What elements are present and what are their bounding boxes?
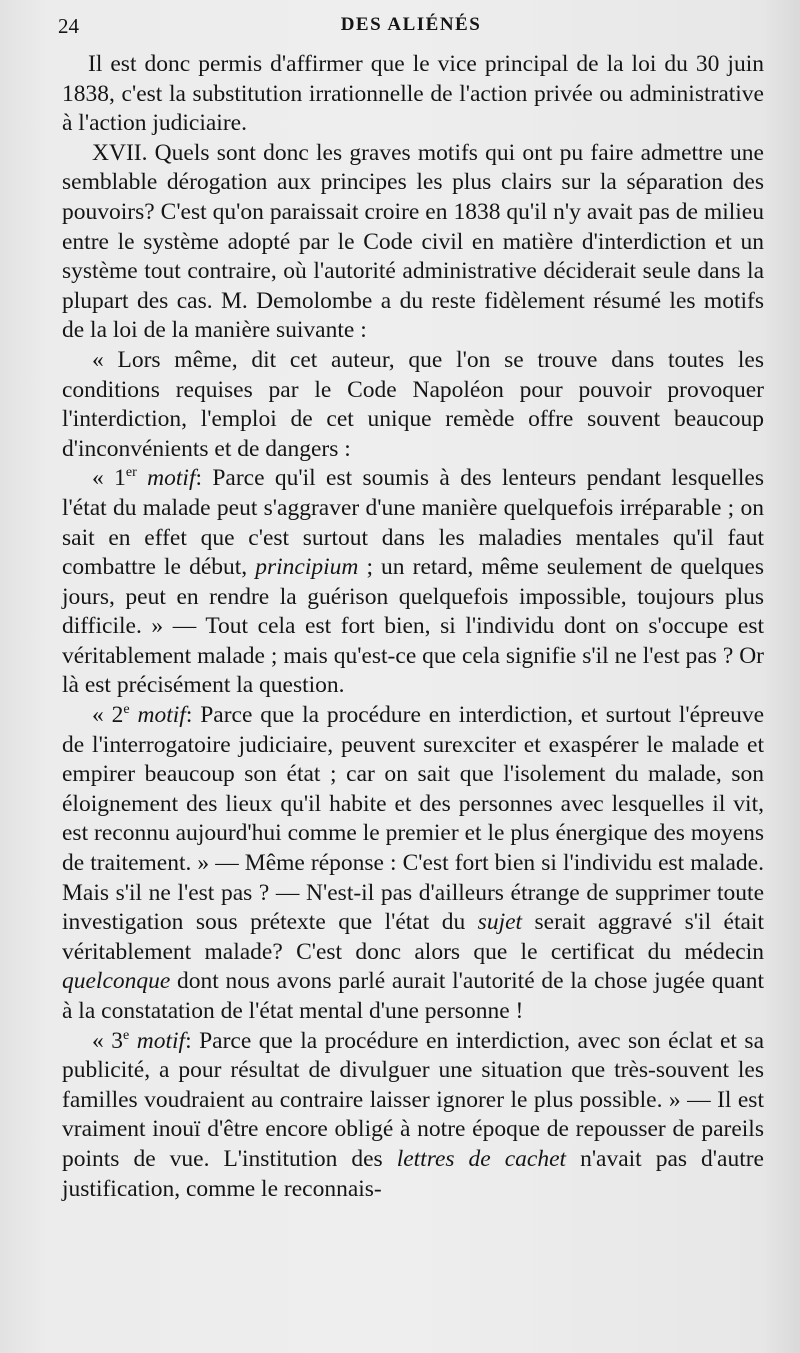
paragraph xyxy=(62,139,764,346)
text-run: « 3 xyxy=(92,1027,123,1054)
page-number: 24 xyxy=(58,14,79,38)
paragraph xyxy=(62,464,764,701)
text-run: « Lors même, dit cet auteur, que l'on se trouve dans toutes les conditions requises par le Code Napoléon pour pouvoir provoquer l'interdiction, l'emploi de cet unique remède offre souvent beaucoup d'inconvénients et de dangers : xyxy=(62,346,764,462)
text-run: Il est donc permis d'affirmer que le vice principal de la loi du 30 juin 1838, c'est la substitution irrationnelle de l'action privée ou administrative à l'action judiciaire. xyxy=(62,51,764,137)
running-head xyxy=(58,14,764,44)
paragraph xyxy=(62,701,764,1027)
text-run: : Parce qu'il est soumis à des lenteurs pendant lesquelles l'état du malade peut s'aggraver d'une manière quelquefois irréparable ; on sait en effet que c'est surtout dans les maladies mentales qu'il faut combattre le début, xyxy=(62,465,765,581)
text-run: « 1 xyxy=(92,465,126,492)
text-run: dont nous avons parlé aurait l'autorité de la chose jugée quant à la constatation de l'état mental d'une personne ! xyxy=(62,968,764,1024)
italic-text: principium xyxy=(255,554,359,581)
paragraph xyxy=(62,50,764,139)
italic-text: motif xyxy=(129,1027,186,1054)
text-run: : Parce que la procédure en interdiction, avec son éclat et sa publicité, a pour résultat de divulguer une situation que très-souvent les familles voudraient au contraire laisser ignorer le plus possible. » — Il est vraiment inouï d'être encore obligé à notre époque de repousser de pareils points de vue. L'institution des xyxy=(62,1027,765,1172)
italic-text: lettres de cachet xyxy=(396,1145,567,1172)
italic-text: quelconque xyxy=(62,968,171,995)
text-run: ; un retard, même seulement de quelques jours, peut en rendre la guérison quelquefois impossible, toujours plus difficile. » — Tout cela est fort bien, si l'individu dont on s'occupe est véritablement malade ; mais qu'est-ce que cela signifie s'il ne l'est pas ? Or là est précisément la question. xyxy=(62,554,765,699)
running-title: DES ALIÉNÉS xyxy=(340,14,482,35)
text-run: XVII. Quels sont donc les graves motifs qui ont pu faire admettre une semblable dérogation aux principes les plus clairs sur la séparation des pouvoirs? C'est qu'on paraissait croire en 1838 qu'il n'y avait pas de milieu entre le système adopté par le Code civil en matière d'interdiction et un système tout contraire, où l'autorité administrative déciderait seule dans la plupart des cas. M. Demolombe a du reste fidèlement résumé les motifs de la loi de la manière suivante : xyxy=(62,139,764,344)
body-text xyxy=(62,50,764,1204)
paragraph xyxy=(62,1027,764,1205)
text-run: serait aggravé s'il était véritablement malade? C'est donc alors que le certificat du médecin xyxy=(62,909,764,965)
paragraph xyxy=(62,346,764,464)
text-run: : Parce que la procédure en interdiction, et surtout l'épreuve de l'interrogatoire judiciaire, peuvent surexciter et exaspérer le malade et empirer beaucoup son état ; car on sait que l'isolement du malade, son éloignement des lieux qu'il habite et des personnes avec lesquelles il vit, est reconnu aujourd'hui comme le premier et le plus énergique des moyens de traitement. » — Même réponse : C'est fort bien si l'individu est malade. Mais s'il ne l'est pas ? — N'est-il pas d'ailleurs étrange de supprimer toute investigation sous prétexte que l'état du xyxy=(62,702,764,936)
superscript: e xyxy=(123,1026,130,1043)
italic-text: motif xyxy=(129,702,186,729)
superscript: er xyxy=(125,464,137,481)
superscript: e xyxy=(123,701,130,718)
italic-text: motif xyxy=(136,465,196,492)
italic-text: sujet xyxy=(477,909,523,936)
text-run: « 2 xyxy=(92,702,124,729)
text-run: n'avait pas d'autre justification, comme le reconnais- xyxy=(62,1145,764,1202)
